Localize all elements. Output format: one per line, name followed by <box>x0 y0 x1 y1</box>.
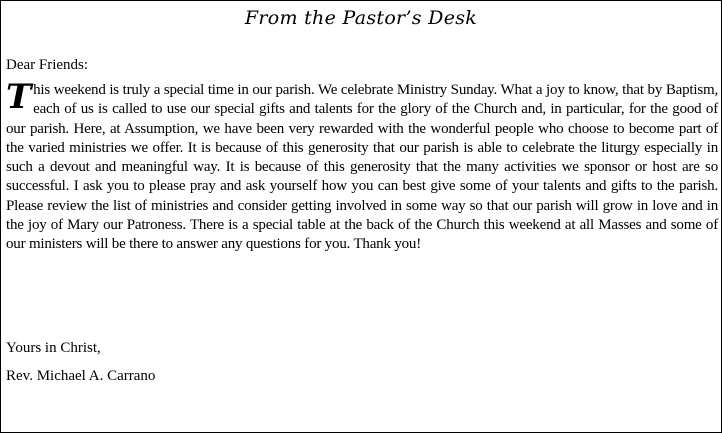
closing: Yours in Christ, <box>6 340 101 356</box>
signature: Rev. Michael A. Carrano <box>6 368 156 384</box>
drop-cap: T <box>6 77 32 117</box>
letter-body <box>6 77 718 255</box>
salutation: Dear Friends: <box>6 57 89 73</box>
letter-body-text: his weekend is truly a special time in our parish. We celebrate Ministry Sunday. What a joy to know, that by Baptism, each of us is called to use our special gifts and talents for the glory of the Church and, in particular, for the good of our parish. Here, at Assumption, we have been very rewarded with the wonderful people who choose to become part of the varied ministries we offer. It is because of this generosity that our parish is able to celebrate the liturgy especially in such a devout and meaningful way. It is because of this generosity that the many activities we sponsor or host are so successful. I ask you to please pray and ask yourself how you can best give some of your talents and gifts to the parish. Please review the list of ministries and consider getting involved in some way so that our parish will grow in love and in the joy of Mary our Patroness. There is a special table at the back of the Church this weekend at all Masses and some of our ministers will be there to answer any questions for you. Thank you! <box>6 82 718 253</box>
letter-title: From the Pastor’s Desk <box>244 7 478 29</box>
